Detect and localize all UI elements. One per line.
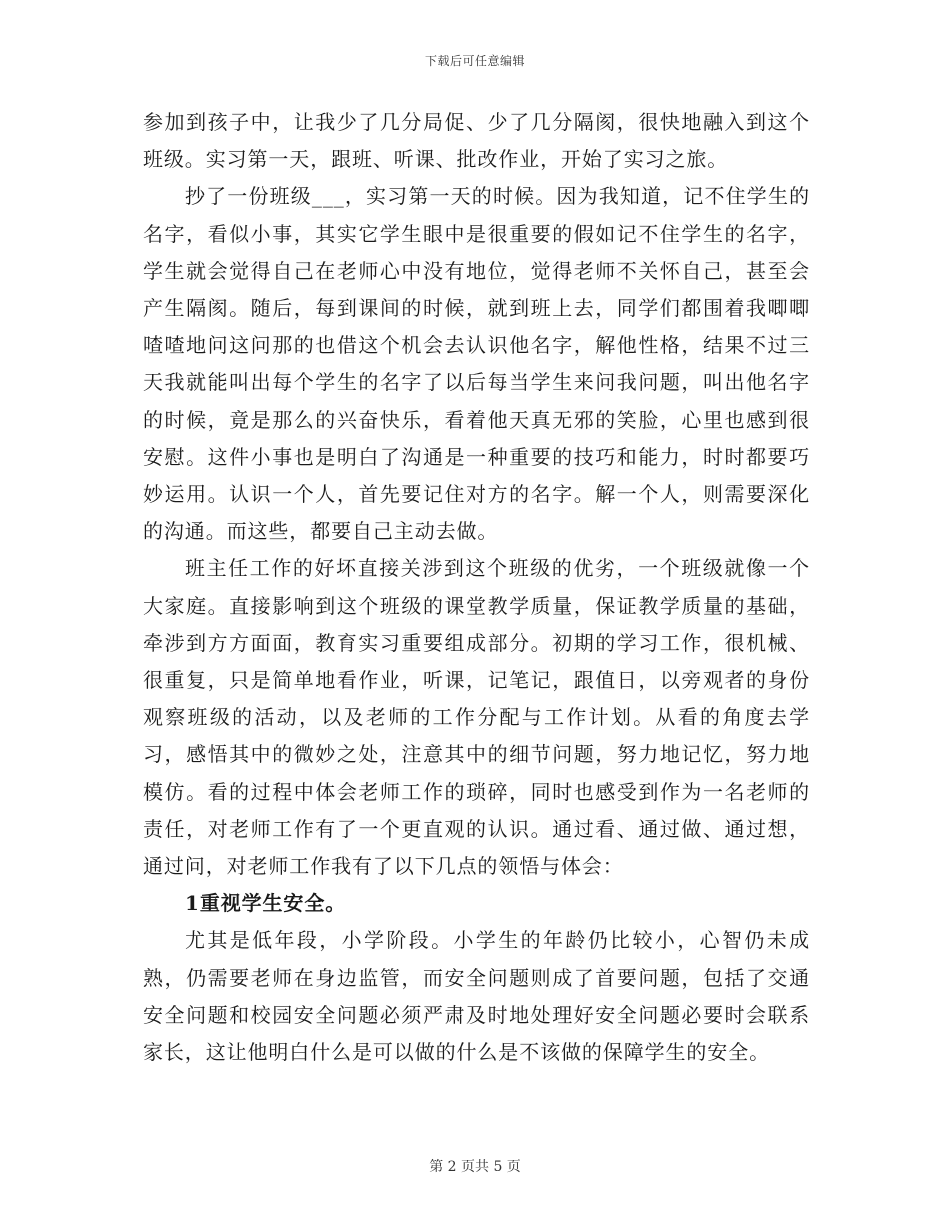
- paragraph-class-roster: 抄了一份班级___，实习第一天的时候。因为我知道，记不住学生的名字，看似小事，其实它学生眼中是很重要的假如记不住学生的名字，学生就会觉得自己在老师心中没有地位，觉得老师不关怀自己，甚至会产生隔阂。随后，每到课间的时候，就到班上去，同学们都围着我唧唧喳喳地问这问那的也借这个机会去认识他名字，解他性格，结果不过三天我就能叫出每个学生的名字了以后每当学生来问我问题，叫出他名字的时候，竟是那么的兴奋快乐，看着他天真无邪的笑脸，心里也感到很安慰。这件小事也是明白了沟通是一种重要的技巧和能力，时时都要巧妙运用。认识一个人，首先要记住对方的名字。解一个人，则需要深化的沟通。而这些，都要自己主动去做。: [143, 184, 810, 544]
- page-footer: 第 2 页共 5 页: [429, 1159, 521, 1175]
- paragraph-student-safety: 尤其是低年段，小学阶段。小学生的年龄仍比较小，心智仍未成熟，仍需要老师在身边监管，而安全问题则成了首要问题，包括了交通安全问题和校园安全问题必须严肃及时地处理好安全问题必要时会联系家长，这让他明白什么是可以做的什么是不该做的保障学生的安全。: [143, 928, 810, 1065]
- paragraph-head-teacher-work: 班主任工作的好坏直接关涉到这个班级的优劣，一个班级就像一个大家庭。直接影响到这个班级的课堂教学质量，保证教学质量的基础，牵涉到方方面面，教育实习重要组成部分。初期的学习工作，很机械、很重复，只是简单地看作业，听课，记笔记，跟值日，以旁观者的身份观察班级的活动，以及老师的工作分配与工作计划。从看的角度去学习，感悟其中的微妙之处，注意其中的细节问题，努力地记忆，努力地模仿。看的过程中体会老师工作的琐碎，同时也感受到作为一名老师的责任，对老师工作有了一个更直观的认识。通过看、通过做、通过想，通过问，对老师工作我有了以下几点的领悟与体会：: [143, 556, 810, 879]
- paragraph-continuation: 参加到孩子中，让我少了几分局促、少了几分隔阂，很快地融入到这个班级。实习第一天，跟班、听课、批改作业，开始了实习之旅。: [143, 110, 810, 172]
- section-heading-student-safety: 1重视学生安全。: [185, 891, 347, 916]
- page-header: 下载后可任意编辑: [424, 54, 525, 68]
- document-body: [143, 104, 810, 1071]
